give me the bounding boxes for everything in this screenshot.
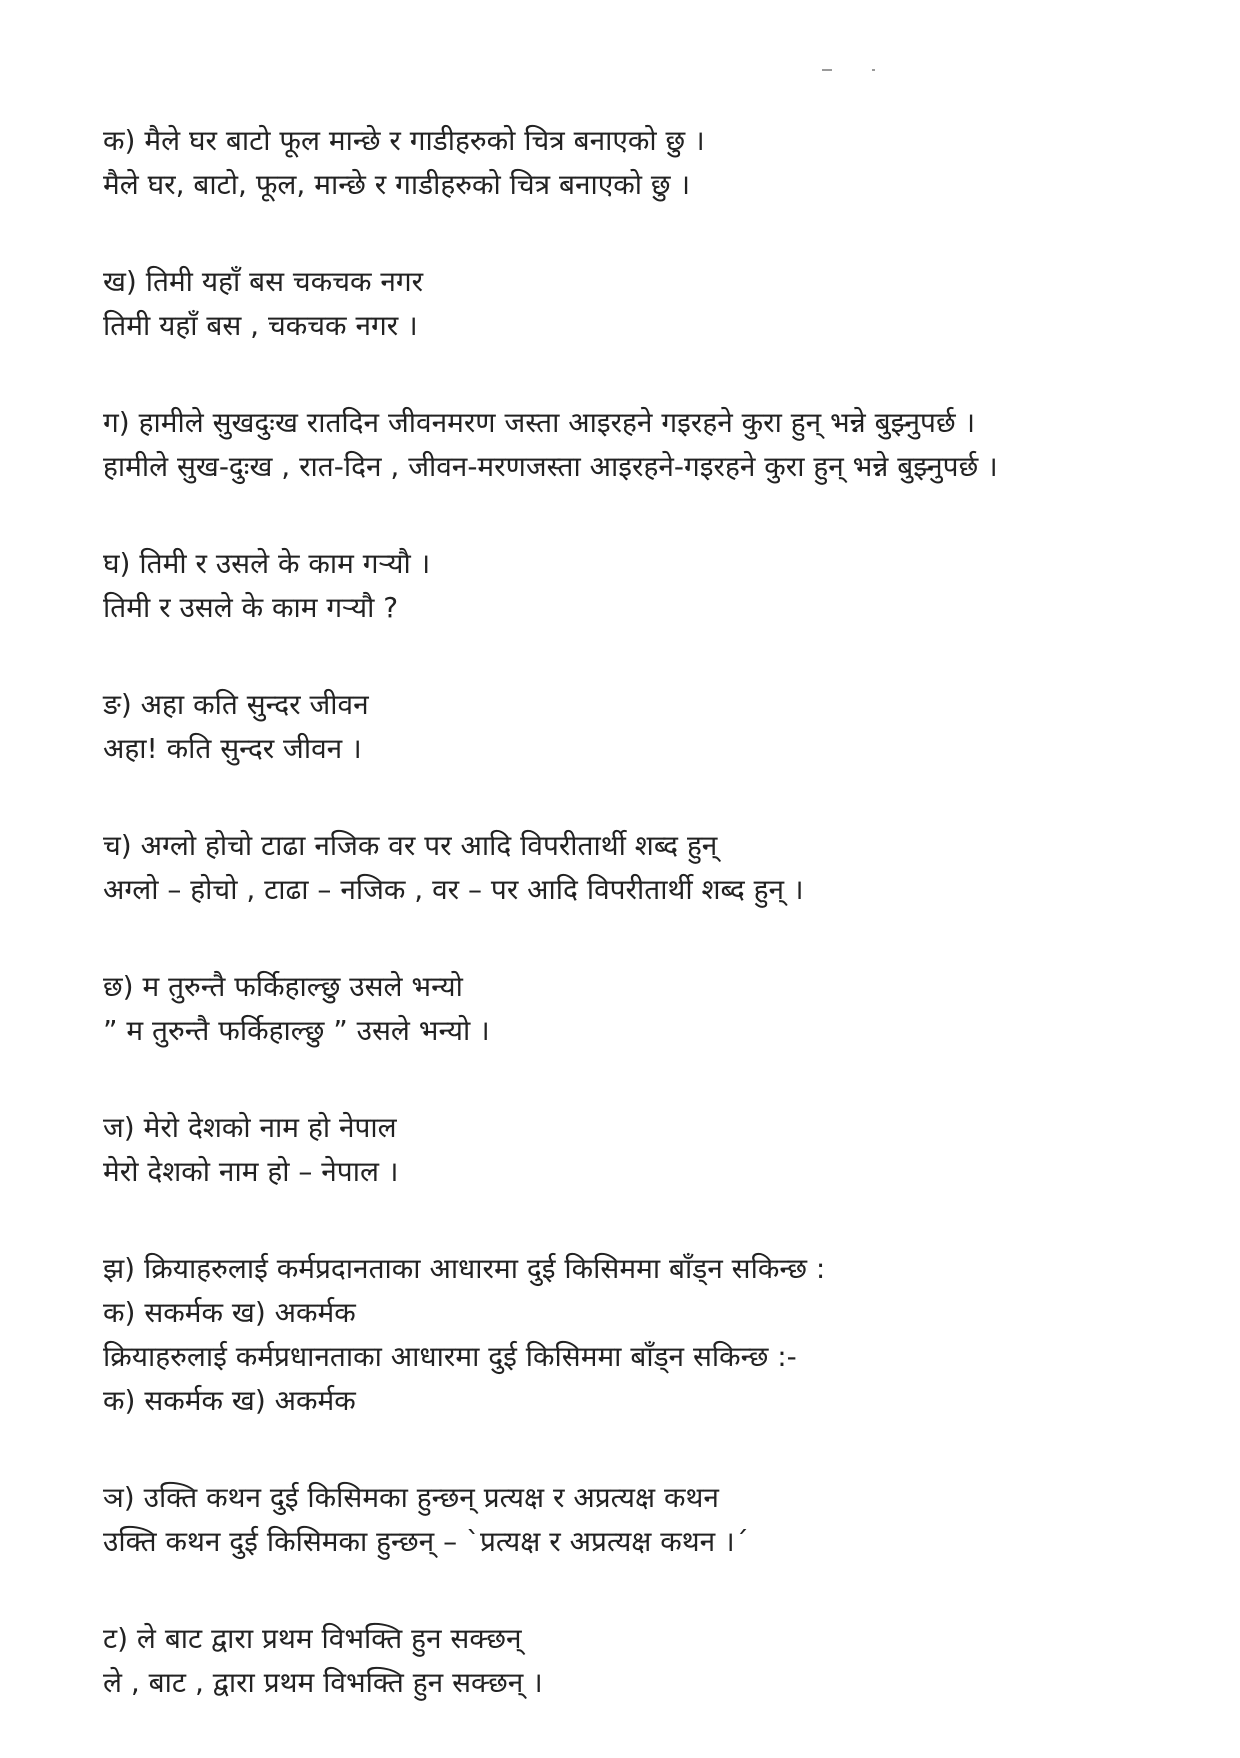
question-line: ञ) उक्ति कथन दुई किसिमका हुन्छन् प्रत्यक्ष र अप्रत्यक्ष कथन [103, 1481, 719, 1514]
item-ga [103, 401, 1203, 489]
answer-line: क्रियाहरुलाई कर्मप्रधानताका आधारमा दुई किसिममा बाँड्न सकिन्छ :- [103, 1340, 797, 1373]
answer-line: अहा! कति सुन्दर जीवन । [103, 732, 362, 765]
answer-line: हामीले सुख-दुःख , रात-दिन , जीवन-मरणजस्ता आइरहने-गइरहने कुरा हुन् भन्ने बुझ्नुपर्छ । [103, 450, 998, 483]
question-line: ख) तिमी यहाँ बस चकचक नगर [103, 265, 424, 298]
answer-line: उक्ति कथन दुई किसिमका हुन्छन् – `प्रत्यक्ष र अप्रत्यक्ष कथन ।´ [103, 1525, 749, 1558]
question-line: ग) हामीले सुखदुःख रातदिन जीवनमरण जस्ता आइरहने गइरहने कुरा हुन् भन्ने बुझ्नुपर्छ । [103, 406, 976, 439]
question-line: छ) म तुरुन्तै फर्किहाल्छु उसले भन्यो [103, 970, 463, 1003]
answer-line: मैले घर, बाटो, फूल, मान्छे र गाडीहरुको चित्र बनाएको छु । [103, 168, 691, 201]
item-ja [103, 1106, 1203, 1194]
question-subline: क) सकर्मक ख) अकर्मक [103, 1296, 356, 1329]
scan-mark [822, 66, 882, 74]
answer-subline: क) सकर्मक ख) अकर्मक [103, 1384, 356, 1417]
question-line: झ) क्रियाहरुलाई कर्मप्रदानताका आधारमा दुई किसिममा बाँड्न सकिन्छ : [103, 1252, 826, 1285]
answer-line: अग्लो – होचो , टाढा – नजिक , वर – पर आदि विपरीतार्थी शब्द हुन् । [103, 873, 804, 906]
item-chha [103, 965, 1203, 1053]
item-ta [103, 1617, 1203, 1705]
item-gha [103, 542, 1203, 630]
answer-line: मेरो देशको नाम हो – नेपाल । [103, 1155, 399, 1188]
answer-line: ” म तुरुन्तै फर्किहाल्छु ” उसले भन्यो । [103, 1014, 490, 1047]
question-line: घ) तिमी र उसले के काम गर्‍यौ । [103, 547, 431, 580]
question-line: च) अग्लो होचो टाढा नजिक वर पर आदि विपरीतार्थी शब्द हुन् [103, 829, 718, 862]
answer-list [103, 119, 1203, 1758]
item-nga [103, 683, 1203, 771]
answer-line: तिमी र उसले के काम गर्‍यौ ? [103, 591, 399, 624]
item-kha [103, 260, 1203, 348]
question-line: ट) ले बाट द्वारा प्रथम विभक्ति हुन सक्छन् [103, 1622, 522, 1655]
question-line: क) मैले घर बाटो फूल मान्छे र गाडीहरुको चित्र बनाएको छु । [103, 124, 705, 157]
item-cha [103, 824, 1203, 912]
answer-line: तिमी यहाँ बस , चकचक नगर । [103, 309, 418, 342]
item-jha [103, 1247, 1203, 1423]
question-line: ज) मेरो देशको नाम हो नेपाल [103, 1111, 397, 1144]
answer-line: ले , बाट , द्वारा प्रथम विभक्ति हुन सक्छन् । [103, 1666, 543, 1699]
item-ka [103, 119, 1203, 207]
question-line: ङ) अहा कति सुन्दर जीवन [103, 688, 369, 721]
item-nya [103, 1476, 1203, 1564]
